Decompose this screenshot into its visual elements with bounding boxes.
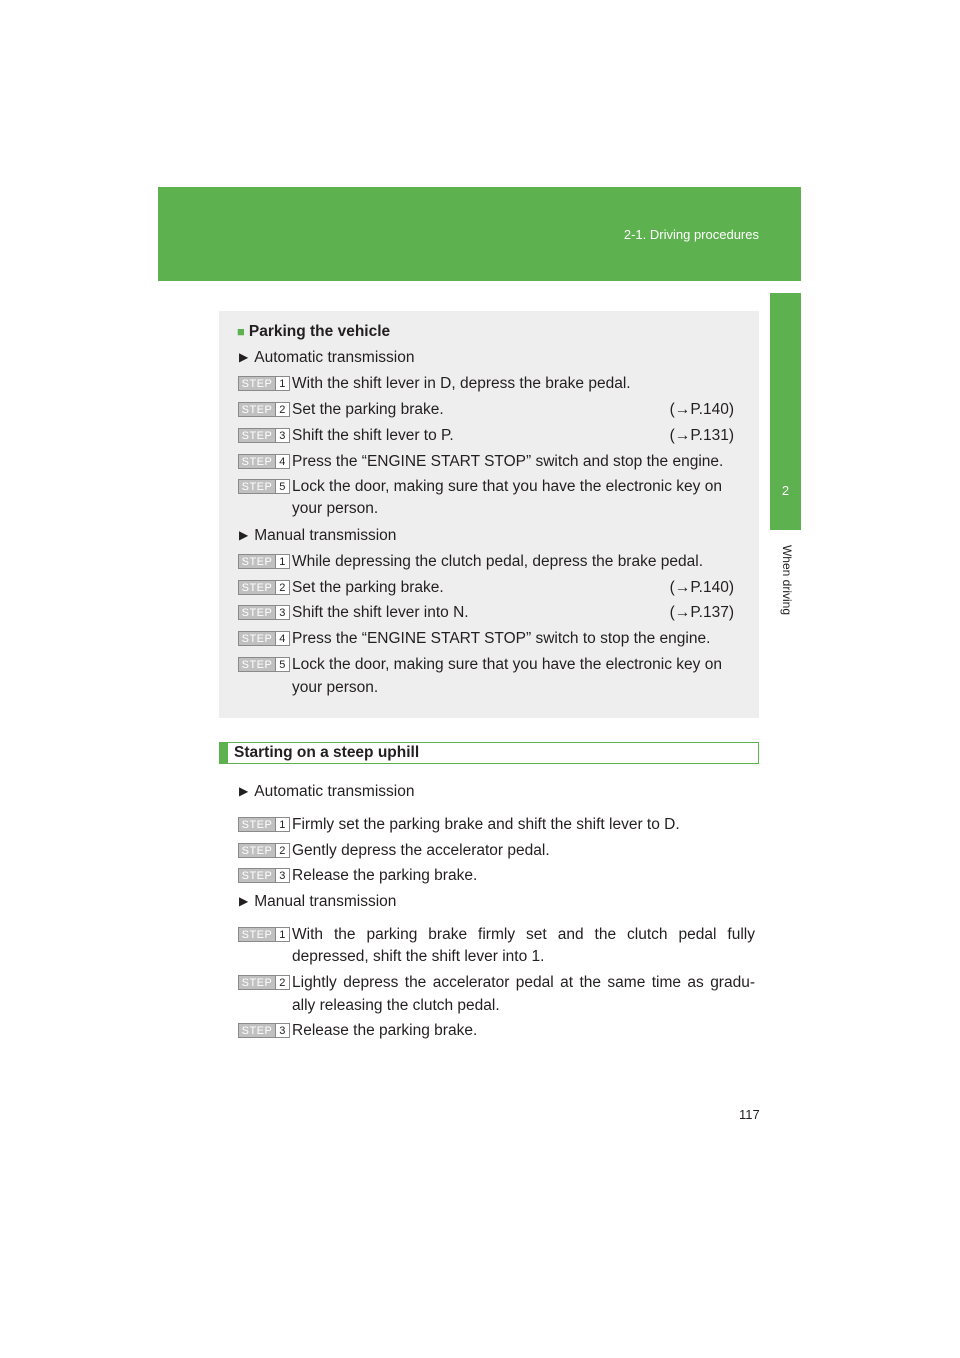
step-word: STEP (241, 976, 273, 989)
step-number: 4 (275, 455, 289, 468)
step-number: 2 (275, 581, 289, 594)
step-number: 3 (275, 606, 289, 619)
parking-title (237, 322, 390, 342)
step-word: STEP (241, 429, 273, 442)
step-text: While depressing the clutch pedal, depress the brake pedal. (292, 553, 703, 570)
parking-manual-label (239, 526, 396, 546)
step-word: STEP (241, 928, 273, 941)
step-number: 2 (275, 976, 289, 989)
step-word: STEP (241, 403, 273, 416)
parking-title-text: Parking the vehicle (248, 323, 391, 340)
step-text: Firmly set the parking brake and shift the shift lever to D. (292, 816, 680, 833)
triangle-bullet-icon: ▶ (239, 894, 249, 908)
step-number: 5 (275, 658, 289, 671)
uphill-heading-text: Starting on a steep uphill (234, 744, 420, 761)
page-reference: (→P.137) (669, 604, 734, 621)
uphill-heading (219, 742, 759, 764)
step-text: Release the parking brake. (292, 867, 478, 884)
step-word: STEP (241, 1024, 273, 1037)
header-band (158, 187, 801, 281)
parking-auto-label (239, 348, 414, 368)
square-bullet-icon: ■ (237, 324, 245, 339)
step-badge (238, 605, 290, 620)
step-badge (238, 402, 290, 417)
step-number: 1 (275, 555, 289, 568)
step-word: STEP (241, 658, 273, 671)
step-text: Set the parking brake. (292, 401, 444, 418)
chapter-tab (770, 293, 801, 530)
step-badge (238, 554, 290, 569)
triangle-bullet-icon: ▶ (239, 784, 249, 798)
uphill-manual-label (239, 892, 396, 912)
step-badge (238, 454, 290, 469)
step-text: Lock the door, making sure that you have the electronic key on (292, 478, 722, 495)
step-word: STEP (241, 844, 273, 857)
step-word: STEP (241, 455, 273, 468)
step-text: Lock the door, making sure that you have the electronic key on (292, 656, 722, 673)
chapter-number: 2 (781, 483, 790, 498)
parking-manual-label-text: Manual transmission (254, 527, 397, 544)
heading-accent (220, 743, 228, 763)
uphill-auto-label (239, 782, 414, 802)
step-badge (238, 376, 290, 391)
step-text: Release the parking brake. (292, 1022, 478, 1039)
step-number: 2 (275, 403, 289, 416)
step-badge (238, 817, 290, 832)
step-text: Shift the shift lever into N. (292, 604, 469, 621)
step-text-continued: ally releasing the clutch pedal. (292, 997, 500, 1014)
step-word: STEP (241, 581, 273, 594)
section-title: 2-1. Driving procedures (623, 227, 759, 242)
step-text: Set the parking brake. (292, 579, 444, 596)
parking-auto-label-text: Automatic transmission (254, 349, 415, 366)
step-number: 4 (275, 632, 289, 645)
step-badge (238, 428, 290, 443)
triangle-bullet-icon: ▶ (239, 528, 249, 542)
step-word: STEP (241, 818, 273, 831)
step-number: 1 (275, 928, 289, 941)
step-number: 3 (275, 1024, 289, 1037)
step-text-continued: your person. (292, 679, 379, 696)
step-text-continued: depressed, shift the shift lever into 1. (292, 948, 545, 965)
step-text: Shift the shift lever to P. (292, 427, 454, 444)
step-text: With the shift lever in D, depress the brake pedal. (292, 375, 631, 392)
step-badge (238, 657, 290, 672)
page-reference: (→P.131) (669, 427, 734, 444)
step-badge (238, 580, 290, 595)
step-text: Gently depress the accelerator pedal. (292, 842, 550, 859)
step-badge (238, 868, 290, 883)
step-number: 5 (275, 480, 289, 493)
page-reference: (→P.140) (669, 579, 734, 596)
triangle-bullet-icon: ▶ (239, 350, 249, 364)
step-number: 3 (275, 869, 289, 882)
step-word: STEP (241, 632, 273, 645)
step-number: 1 (275, 818, 289, 831)
step-text: Press the “ENGINE START STOP” switch and stop the engine. (292, 453, 724, 470)
step-number: 3 (275, 429, 289, 442)
page-number: 117 (739, 1107, 760, 1122)
page-reference: (→P.140) (669, 401, 734, 418)
step-word: STEP (241, 377, 273, 390)
step-badge (238, 927, 290, 942)
step-text: Press the “ENGINE START STOP” switch to stop the engine. (292, 630, 711, 647)
step-badge (238, 1023, 290, 1038)
uphill-auto-label-text: Automatic transmission (254, 783, 415, 800)
step-badge (238, 843, 290, 858)
step-number: 1 (275, 377, 289, 390)
step-text-continued: your person. (292, 500, 379, 517)
step-word: STEP (241, 555, 273, 568)
step-text: With the parking brake firmly set and the clutch pedal fully (292, 926, 755, 943)
step-word: STEP (241, 480, 273, 493)
step-badge (238, 631, 290, 646)
step-word: STEP (241, 606, 273, 619)
step-number: 2 (275, 844, 289, 857)
step-badge (238, 975, 290, 990)
step-word: STEP (241, 869, 273, 882)
uphill-manual-label-text: Manual transmission (254, 893, 397, 910)
chapter-label: When driving (780, 544, 794, 616)
step-text: Lightly depress the accelerator pedal at the same time as gradu- (292, 974, 755, 991)
step-badge (238, 479, 290, 494)
